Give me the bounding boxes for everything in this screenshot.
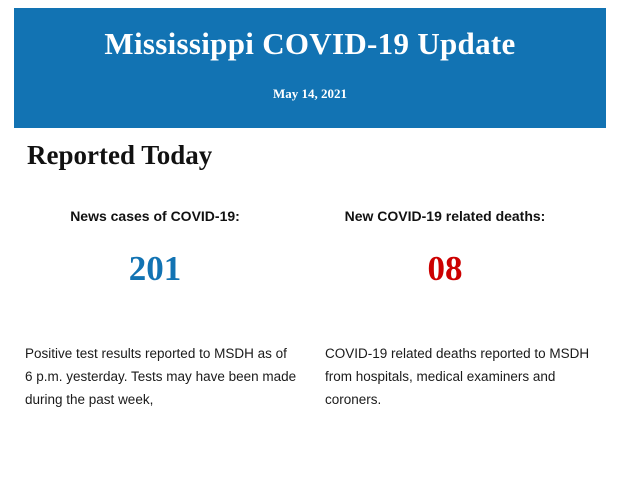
stat-block-new-deaths bbox=[305, 208, 585, 289]
stat-description-new-deaths: COVID-19 related deaths reported to MSDH from hospitals, medical examiners and coroners. bbox=[325, 346, 590, 408]
page-title: Mississippi COVID-19 Update bbox=[104, 26, 516, 61]
section-heading: Reported Today bbox=[27, 140, 213, 170]
report-date: May 14, 2021 bbox=[272, 86, 348, 101]
header-banner bbox=[14, 8, 606, 128]
stat-label-new-deaths: New COVID-19 related deaths: bbox=[344, 208, 546, 224]
stat-value-new-cases: 201 bbox=[128, 249, 182, 288]
stat-label-new-cases: News cases of COVID-19: bbox=[70, 208, 240, 224]
stat-value-new-deaths: 08 bbox=[427, 249, 463, 288]
stat-description-new-cases: Positive test results reported to MSDH as of 6 p.m. yesterday. Tests may have been made during the past week, bbox=[25, 346, 297, 408]
stat-block-new-cases bbox=[15, 208, 295, 289]
